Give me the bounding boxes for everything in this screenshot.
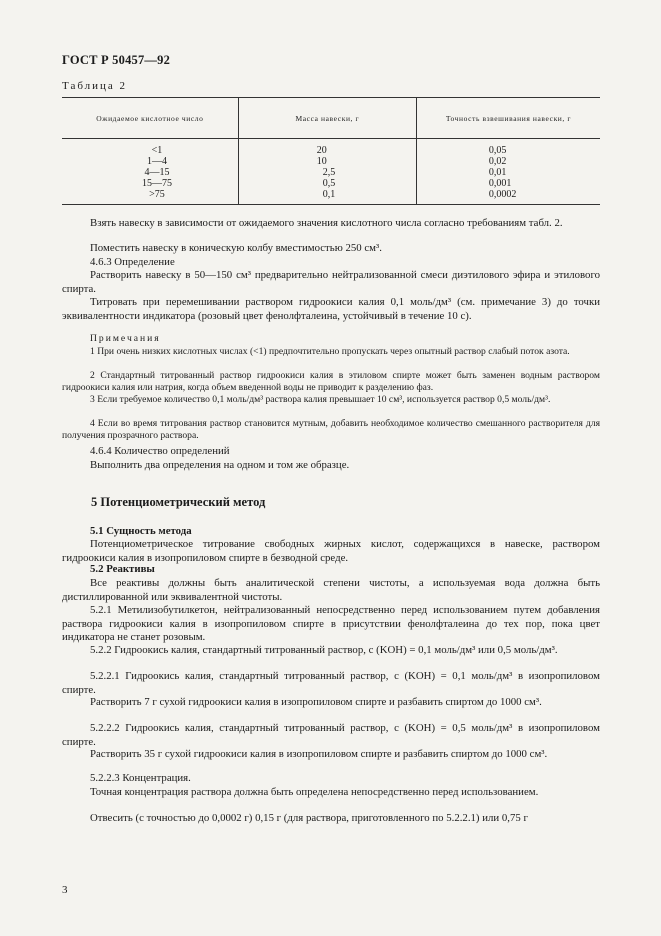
subsection-heading: 5.1 Сущность метода: [90, 525, 192, 537]
table-row: [62, 139, 600, 205]
table-caption: Таблица 2: [62, 80, 128, 92]
paragraph: Взять навеску в зависимости от ожидаемого значения кислотного числа согласно требованиям табл. 2.: [90, 217, 563, 229]
table-header-row: [62, 98, 600, 139]
note-item: 3 Если требуемое количество 0,1 моль/дм³ раствора калия превышает 10 см³, используется раствор 0,5 моль/дм³.: [90, 394, 551, 405]
note-item: 4 Если во время титрования раствор становится мутным, добавить необходимое количество смешанного растворителя для получения прозрачного раствора.: [62, 418, 600, 441]
cell-value: 2,5: [322, 167, 336, 178]
cell-value: 4—15: [144, 167, 170, 178]
paragraph: Растворить 35 г сухой гидроокиси калия в изопропиловом спирте и разбавить спиртом до 1000 см³.: [90, 748, 548, 760]
document-code: ГОСТ Р 50457—92: [62, 53, 171, 67]
cell-value: 0,01: [488, 167, 507, 178]
paragraph: Поместить навеску в коническую колбу вместимостью 250 см³.: [90, 242, 382, 254]
paragraph: 5.2.2.3 Концентрация.: [90, 772, 191, 784]
notes-title: Примечания: [90, 333, 161, 344]
paragraph: Отвесить (с точностью до 0,0002 г) 0,15 г (для раствора, приготовленного по 5.2.2.1) или 0,75 г: [90, 812, 528, 824]
cell-value: 0,0002: [488, 189, 517, 200]
paragraph: Точная концентрация раствора должна быть определена непосредственно перед использованием.: [90, 786, 539, 798]
paragraph: 5.2.2.2 Гидроокись калия, стандартный титрованный раствор, c (KOH) = 0,5 моль/дм³ в изопропиловом спирте.: [62, 722, 600, 748]
cell-value: 0,02: [488, 156, 507, 167]
note-item: 2 Стандартный титрованный раствор гидроокиси калия в этиловом спирте может быть заменен водным раствором гидроокиси калия или натрия, когда объем введенной воды не приводит к разделению фаз.: [62, 370, 600, 393]
paragraph: Выполнить два определения на одном и том же образце.: [90, 459, 350, 471]
paragraph: Все реактивы должны быть аналитической степени чистоты, а используемая вода должна быть дистиллированной или эквивалентной чистоты.: [62, 577, 600, 603]
column-header: Масса навески, г: [238, 98, 416, 139]
paragraph: Потенциометрическое титрование свободных жирных кислот, содержащихся в навеске, раствором гидроокиси калия в изопропиловом спирте в безводной среде.: [62, 538, 600, 564]
subsection-heading: 5.2 Реактивы: [90, 563, 155, 575]
paragraph: 5.2.2 Гидроокись калия, стандартный титрованный раствор, c (KOH) = 0,1 моль/дм³ или 0,5 моль/дм³.: [90, 644, 558, 656]
column-header: Точность взвешивания навески, г: [416, 98, 600, 139]
table-cell-accuracy: [416, 139, 600, 205]
cell-value: 0,05: [488, 145, 507, 156]
cell-value: 0,5: [322, 178, 336, 189]
cell-value: >75: [149, 189, 165, 200]
page-number: 3: [62, 884, 68, 896]
cell-value: <1: [151, 145, 163, 156]
cell-value: 10: [316, 156, 327, 167]
paragraph: Растворить навеску в 50—150 см³ предварительно нейтрализованной смеси диэтилового эфира и этилового спирта.: [62, 269, 600, 295]
paragraph: 5.2.1 Метилизобутилкетон, нейтрализованный непосредственно перед использованием путем добавления раствора гидроокиси калия в изопропиловом спирте в присутствии фенолфталеина до тех пор, пока цвет индикатора не станет розовым.: [62, 604, 600, 643]
note-item: 1 При очень низких кислотных числах (<1) предпочтительно пропускать через опытный раствор слабый поток азота.: [90, 346, 570, 357]
cell-value: 0,1: [322, 189, 336, 200]
table-cell-mass: [238, 139, 416, 205]
paragraph: 5.2.2.1 Гидроокись калия, стандартный титрованный раствор, c (KOH) = 0,1 моль/дм³ в изопропиловом спирте.: [62, 670, 600, 696]
paragraph: Растворить 7 г сухой гидроокиси калия в изопропиловом спирте и разбавить спиртом до 1000 см³.: [90, 696, 542, 708]
cell-value: 20: [316, 145, 327, 156]
paragraph: Титровать при перемешивании раствором гидроокиси калия 0,1 моль/дм³ (см. примечание 3) до точки эквивалентности индикатора (розовый цвет фенолфталеина, устойчивый в течение 10 с).: [62, 296, 600, 322]
subsection-heading: 4.6.4 Количество определений: [90, 445, 230, 457]
subsection-heading: 4.6.3 Определение: [90, 256, 175, 268]
column-header: Ожидаемое кислотное число: [62, 98, 238, 139]
cell-value: 1—4: [147, 156, 167, 167]
table-2: [62, 97, 600, 205]
table-cell-acid-number: [62, 139, 238, 205]
section-heading: 5 Потенциометрический метод: [91, 495, 266, 509]
cell-value: 0,001: [488, 178, 512, 189]
cell-value: 15—75: [142, 178, 172, 189]
